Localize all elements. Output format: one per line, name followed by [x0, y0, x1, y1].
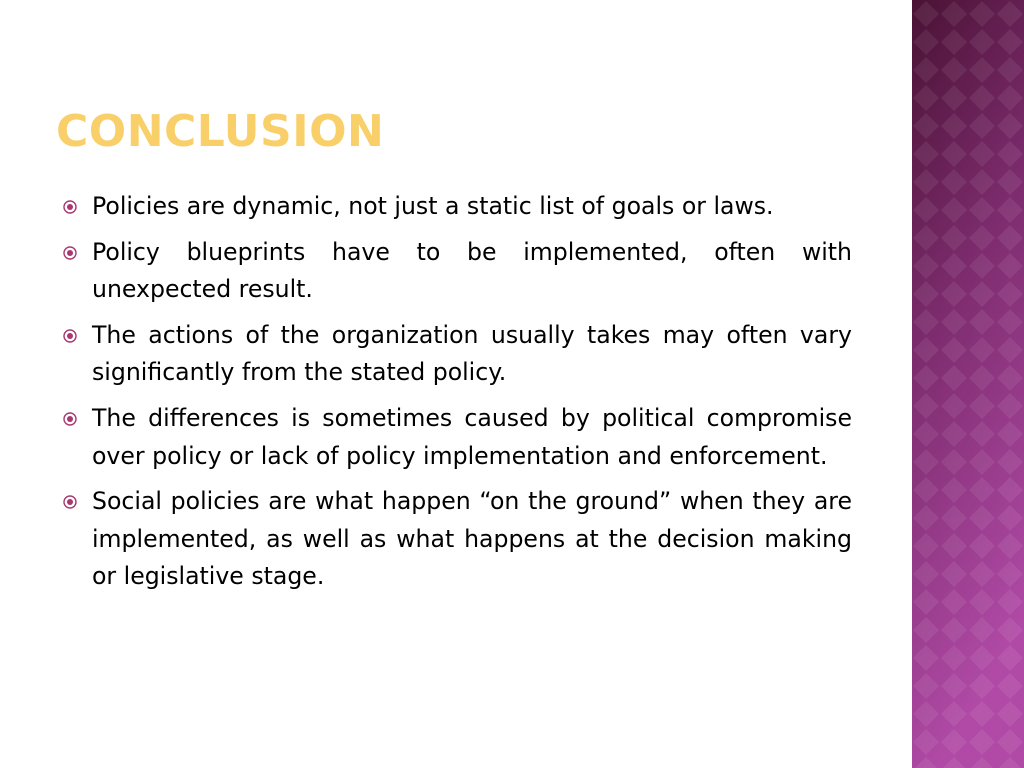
- slide-title: CONCLUSION: [56, 106, 385, 157]
- diamond-pattern-graphic: [912, 0, 1024, 768]
- bullet-text: The differences is sometimes caused by political compromise over policy or lack of policy implementation and enforcement.: [92, 403, 852, 470]
- bullet-item: [60, 234, 852, 309]
- radio-bullet-icon: [63, 329, 77, 343]
- radio-bullet-icon: [63, 200, 77, 214]
- bullet-text: The actions of the organization usually takes may often vary significantly from the stated policy.: [92, 320, 852, 387]
- bullet-text: Social policies are what happen “on the ground” when they are implemented, as well as what happens at the decision making or legislative stage.: [92, 487, 852, 591]
- bullet-text: Policy blueprints have to be implemented, often with unexpected result.: [92, 237, 852, 304]
- radio-bullet-icon: [63, 246, 77, 260]
- radio-bullet-icon: [63, 412, 77, 426]
- decorative-side-band: [912, 0, 1024, 768]
- bullet-text: Policies are dynamic, not just a static list of goals or laws.: [92, 192, 774, 220]
- bullet-list: [60, 188, 852, 604]
- radio-bullet-icon: [63, 495, 77, 509]
- bullet-item: [60, 188, 852, 226]
- bullet-item: [60, 483, 852, 596]
- bullet-item: [60, 400, 852, 475]
- bullet-item: [60, 317, 852, 392]
